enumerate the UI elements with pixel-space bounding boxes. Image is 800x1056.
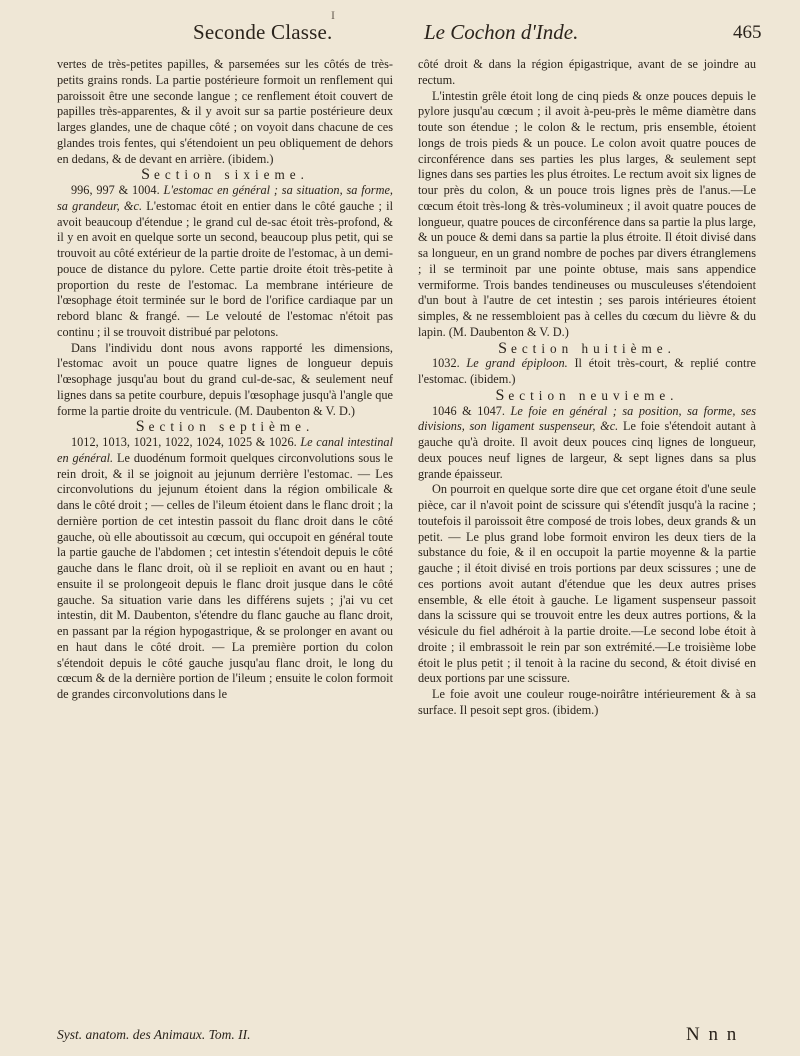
paragraph [418,356,756,388]
paragraph [418,404,756,483]
top-mark: I [331,8,335,22]
article-title: Le canal intestinal en général. [57,435,394,465]
paragraph: Le foie avoit une couleur rouge-noirâtre intérieurement & à sa surface. Il pesoit sept gros. (ibidem.) [418,687,756,717]
section-heading-eight: Section huitième. [498,339,676,357]
article-body: Le duodénum formoit quelques circonvolutions sous le rein droit, & il se joignoit au jejunum derrière l'estomac. — Les circonvolutions du jejunum étoient dans la région ombilicale & dans le côté droit ; — celles de l'ileum étoient dans le flanc droit ; la dernière portion de cet intestin passoit du flanc droit dans le côté gauche, où elle aboutissoit au cœcum, qui occupoit en général toute la partie gauche de l'abdomen ; cet intestin s'étendoit depuis le côté gauche dans le flanc droit, où il se replioit en avant ou en haut ; ensuite il se prolongeoit depuis le flanc droit jusque dans le côté gauche. Sa situation varie dans les différens sujets ; j'ai vu cet intestin, dit M. Daubenton, s'étendre du flanc gauche au flanc droit, en passant par la région hypogastrique, & se prolonger en avant ou en haut dans le côté droit. — La première portion du colon s'étendoit depuis le côté gauche jusqu'au flanc droit, le long du cœcum & de la dernière portion de l'ileum ; ensuite le colon formoit de grandes circonvolutions dans le [57,450,393,701]
paragraph: L'intestin grêle étoit long de cinq pieds & onze pouces depuis le pylore jusqu'au cœcum ; il avoit à-peu-près le même diamètre dans toute son étendue ; le colon & le rectum, pris ensemble, étoient longs de trois pieds & un pouce. Le colon avoit quatre pouces de circonférence dans ses parties les plus larges, & seulement sept lignes dans ses parties les plus étroites. Le rectum avoit six lignes de tour près du colon, & un pouce trois lignes près de l'anus.—Le cœcum étoit très-long & très-volumineux ; il avoit quatre pouces de longueur, quatre pouces de circonférence dans sa partie la plus large, & un pouce & demi dans sa partie la plus étroite. Il étoit divisé dans sa longueur, en un grand nombre de poches par divers étranglemens ; il se terminoit par une pointe obtuse, mais sans appendice vermiforme. Trois bandes tendineuses ou musculeuses s'étendoient d'un bout à l'autre de cet intestin ; ses parois intérieures étoient simples, & ne ressembloient pas à celles du cœcum du lièvre & du lapin. (M. Daubenton & V. D.) [418,88,756,339]
right-column [418,57,756,719]
paragraph: On pourroit en quelque sorte dire que cet organe étoit d'une seule pièce, car il n'avoit point de scissure qui s'étendît jusqu'à la racine ; toutefois il paroissoit être composé de trois lobes, deux grands & un petit. — Le plus grand lobe formoit environ les deux tiers de la substance du foie, & il en occupoit la partie moyenne & la partie gauche ; il étoit divisé en trois portions par deux scissures ; une de ces portions avoit autant d'étendue que les deux autres prises ensemble, & elle étoit à gauche. Le ligament suspenseur passoit dans la scissure qui se trouvoit entre les deux autres portions, & la vésicule du fiel adhéroit à la partie droite.—Le second lobe étoit à droite ; il embrassoit le rein par son extrémité.—Le troisième lobe étoit le plus petit ; il tenoit à la racine du second, & étoit divisé en deux portions par une scissure. [418,482,756,686]
article-body: Le foie s'étendoit autant à gauche qu'à droite. Il avoit deux pouces cinq lignes de longueur, deux pouces neuf lignes de largeur, & sept lignes dans sa plus grande épaisseur. [418,419,757,481]
paragraph: vertes de très-petites papilles, & parsemées sur les côtés de très-petits grains ronds. La partie postérieure formoit un renflement qui paroissoit être une seconde langue ; ce renflement étoit couvert de papilles très-apparentes, & il y avoit sur sa partie postérieure deux larges glandes, une de chaque côté ; on voyoit dans chacune de ces glandes trois fentes, qui s'étendoient un peu obliquement de dehors en dedans, & de devant en arrière. (ibidem.) [57,57,393,166]
article-title: Le foie en général ; sa position, sa forme, ses divisions, son ligament suspenseur, &c. [418,403,757,434]
section-heading-nine: Section neuvieme. [495,386,679,404]
section-heading-six: Section sixieme. [141,166,309,184]
paragraph [57,435,393,703]
running-header [0,20,800,58]
article-title: Le grand épiploon. [466,356,568,371]
left-column [57,57,393,703]
paragraph: Dans l'individu dont nous avons rapporté les dimensions, l'estomac avoit un pouce quatre lignes de longueur depuis l'œsophage jusqu'au bout du grand cul-de-sac, & seulement neuf lignes dans sa petite courbure, depuis l'œsophage jusqu'à l'angle que forme la partie droite du ventricule. (M. Daubenton & V. D.) [57,340,393,418]
paragraph: côté droit & dans la région épigastrique, avant de se joindre au rectum. [418,57,756,87]
page-number: 465 [733,22,762,43]
header-title: Le Cochon d'Inde. [424,20,579,44]
header-class: Seconde Classe. [193,20,333,44]
section-heading-seven: Section septième. [135,418,315,436]
article-body: L'estomac étoit en entier dans le côté gauche ; il avoit beaucoup d'étendue ; le grand cul de-sac étoit très-profond, & il y en avoit en quelque sorte un second, beaucoup plus petit, qui se trouvoit au côté extérieur de la partie droite de l'estomac, à un demi-pouce de distance du pylore. Cette partie droite étoit très-petite à proportion du reste de l'estomac. La membrane intérieure de l'œsophage étoit terminée sur le bord de l'orifice cardiaque par un rebord blanc & frangé. — Le velouté de l'estomac n'étoit pas continu ; il se trouvoit distribué par pelotons. [57,198,394,339]
article-title: L'estomac en général ; sa situation, sa forme, sa grandeur, &c. [57,183,393,213]
article-body: Il étoit très-court, & replié contre l'estomac. (ibidem.) [418,356,757,386]
signature-mark: N n n [686,1024,739,1045]
article-refs: 1032. [432,356,460,371]
footer-source: Syst. anatom. des Animaux. Tom. II. [57,1027,251,1042]
article-refs: 996, 997 & 1004. [71,183,160,197]
article-refs: 1012, 1013, 1021, 1022, 1024, 1025 & 1026. [71,435,297,449]
article-refs: 1046 & 1047. [432,403,505,418]
paragraph [57,183,393,341]
